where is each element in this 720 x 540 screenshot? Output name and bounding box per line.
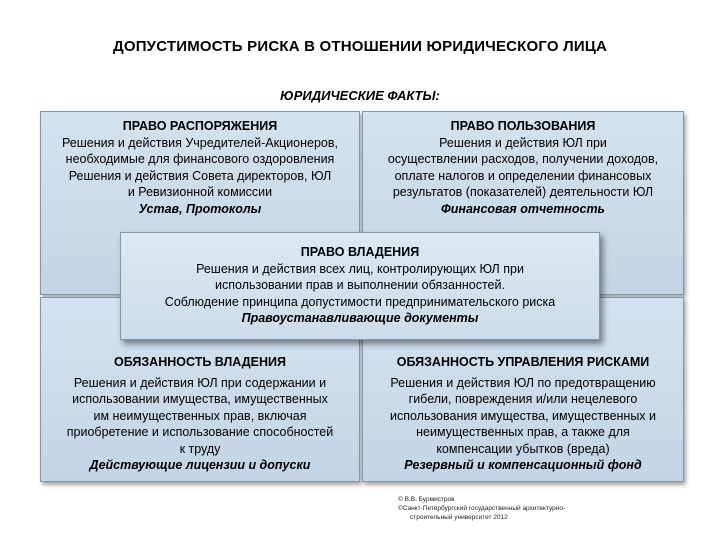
page-subtitle: ЮРИДИЧЕСКИЕ ФАКТЫ:: [280, 88, 440, 103]
box-line: приобретение и использование способностей: [66, 425, 334, 439]
box-line: использовании прав и выполнении обязанностей.: [215, 278, 505, 292]
box-heading: ОБЯЗАННОСТЬ УПРАВЛЕНИЯ РИСКАМИ: [396, 355, 650, 369]
box-line: и Ревизионной комиссии: [127, 185, 273, 199]
box-line: компенсации убытков (вреда): [436, 441, 610, 456]
box-footer: Резервный и компенсационный фонд: [404, 458, 642, 472]
box-line: использовании имущества, имущественных: [72, 392, 328, 406]
box-ownership-right: [120, 232, 600, 340]
box-line: необходимые для финансового оздоровления: [65, 152, 335, 166]
box-heading: ПРАВО РАСПОРЯЖЕНИЯ: [122, 119, 278, 133]
box-heading: ОБЯЗАННОСТЬ ВЛАДЕНИЯ: [113, 355, 287, 369]
box-line: оплате налогов и определении финансовых: [394, 168, 652, 183]
copyright-org: ©Санкт-Петербургский государственный архитектурно-: [398, 505, 566, 512]
box-line: им неимущественных прав, включая: [93, 408, 307, 423]
box-line: результатов (показателей) деятельности ЮЛ: [392, 185, 654, 199]
box-footer: Действующие лицензии и допуски: [89, 458, 311, 472]
box-line: Решения и действия ЮЛ по предотвращению: [390, 375, 656, 390]
box-line: Решения и действия Совета директоров, ЮЛ: [68, 168, 332, 183]
box-line: использования имущества, имущественных и: [389, 408, 657, 423]
box-heading: ПРАВО ВЛАДЕНИЯ: [300, 245, 420, 259]
copyright-org-cont: строительный университет 2012: [410, 514, 508, 521]
box-line: неимущественных прав, а также для: [416, 425, 630, 439]
box-line: Решения и действия ЮЛ при содержании и: [73, 375, 327, 390]
box-line: к труду: [179, 441, 221, 456]
box-line: осуществлении расходов, получении доходов,: [387, 152, 659, 166]
box-footer: Устав, Протоколы: [138, 201, 262, 216]
box-footer: Финансовая отчетность: [441, 201, 605, 216]
box-footer: Правоустанавливающие документы: [241, 311, 479, 325]
box-line: Решения и действия Учредителей-Акционеров,: [61, 135, 338, 150]
box-line: гибели, повреждения и/или нецелевого: [408, 392, 638, 406]
copyright-note: [398, 495, 565, 522]
box-line: Соблюдение принципа допустимости предпринимательского риска: [164, 294, 556, 309]
box-heading: ПРАВО ПОЛЬЗОВАНИЯ: [450, 119, 596, 133]
page-title: ДОПУСТИМОСТЬ РИСКА В ОТНОШЕНИИ ЮРИДИЧЕСКОГО ЛИЦА: [112, 38, 608, 55]
box-line: Решения и действия ЮЛ при: [439, 135, 607, 150]
copyright-author: © В.В. Бурмистров: [398, 496, 455, 503]
box-line: Решения и действия всех лиц, контролирующих ЮЛ при: [196, 261, 524, 276]
